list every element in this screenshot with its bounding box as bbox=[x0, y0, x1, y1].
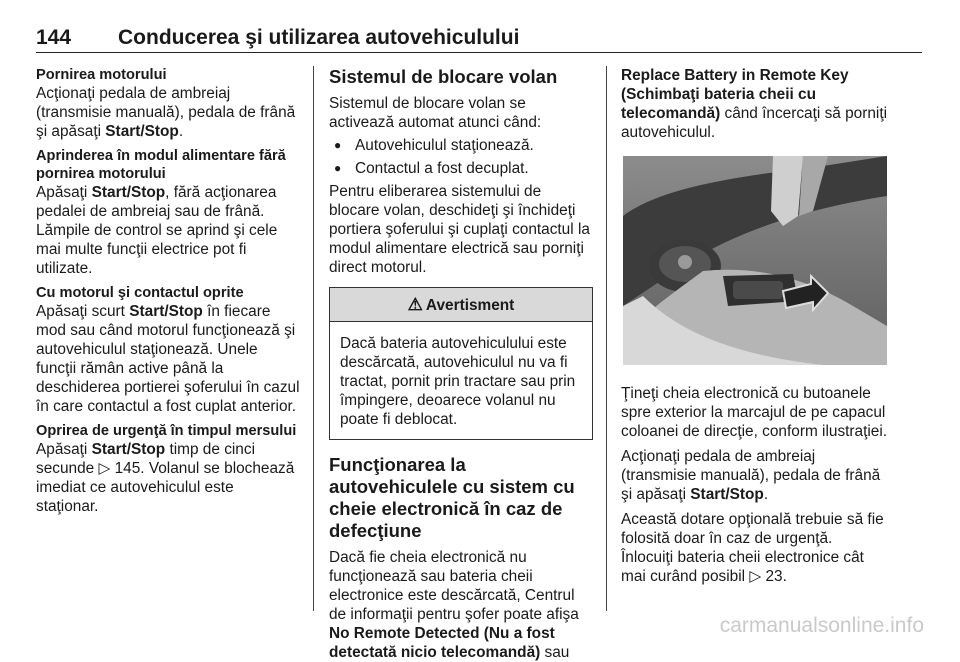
running-title: Conducerea şi utilizarea autovehiculului bbox=[118, 26, 520, 49]
list-item: ● Contactul a fost decuplat. bbox=[329, 159, 593, 178]
page-reference-arrow-icon: ▷ bbox=[98, 460, 111, 477]
page-number: 144 bbox=[36, 26, 72, 49]
paragraph-key-failure: Dacă fie cheia electronică nu funcţionează sau bateria cheii electronice este descărcată, Centrul de informaţii pentru şofer poate afişa No Remote Detected (Nu a fost detectată nicio telecomandă) sau bbox=[329, 549, 579, 661]
paragraph-engine-off: Apăsaţi scurt Start/Stop în fiecare mod sau când motorul funcţionează şi autovehiculul staţionează. Unele funcţii rămân active până la deschiderea portierei şoferului în cazul în care contactul a fost cuplat anterior. bbox=[36, 303, 300, 415]
page-header bbox=[36, 26, 922, 53]
column-divider bbox=[606, 66, 607, 611]
paragraph-replace-soon: Înlocuiţi bateria cheii electronice cât mai curând posibil ▷ 23. bbox=[621, 549, 864, 585]
section-heading-steering-lock: Sistemul de blocare volan bbox=[329, 66, 558, 87]
list-item: ● Autovehiculul staţionează. bbox=[329, 136, 593, 155]
paragraph-steering-intro: Sistemul de blocare volan se activează automat atunci când: bbox=[329, 95, 542, 131]
warning-triangle-icon: ⚠ bbox=[407, 295, 423, 314]
subheading-engine-off: Cu motorul şi contactul oprite bbox=[36, 285, 244, 301]
section-heading-key-failure: Funcţionarea la autovehiculele cu sistem cu cheie electronică în caz de defecţiune bbox=[329, 454, 575, 541]
paragraph-replace-battery: Replace Battery in Remote Key (Schimbaţi bateria cheii cu telecomandă) când încercaţi să porniţi autovehiculul. bbox=[621, 67, 888, 141]
paragraph-accessory-mode: Apăsaţi Start/Stop, fără acţionarea pedalei de ambreiaj sau de frână. Lămpile de control se aprind şi cele mai multe funcţii electrice pot fi utilizate. bbox=[36, 184, 278, 277]
warning-header bbox=[330, 288, 592, 322]
paragraph-hold-key: Ţineţi cheia electronică cu butoanele spre exterior la marcajul de pe capacul coloanei de direcţie, conform ilustraţiei. bbox=[621, 385, 888, 440]
paragraph-engine-start: Acţionaţi pedala de ambreiaj (transmisie manuală), pedala de frână şi apăsaţi Start/Stop. bbox=[36, 85, 296, 140]
warning-box bbox=[329, 287, 593, 440]
page-reference-link[interactable]: 145 bbox=[114, 460, 141, 477]
subheading-emergency-stop: Oprirea de urgenţă în timpul mersului bbox=[36, 423, 297, 439]
paragraph-press-start: Acţionaţi pedala de ambreiaj (transmisie manuală), pedala de frână şi apăsaţi Start/Stop. bbox=[621, 448, 881, 503]
warning-text: Dacă bateria autovehiculului este descărcată, autovehiculul nu va fi tractat, pornit prin tractare sau prin împingere, deoarece volanul nu poate fi deblocat. bbox=[340, 335, 576, 428]
paragraph-emergency-stop: Apăsaţi Start/Stop timp de cinci secunde ▷ 145. Volanul se blochează imediat ce autovehiculul este staţionar. bbox=[36, 441, 295, 515]
column-right bbox=[621, 66, 889, 586]
condition-list bbox=[329, 136, 593, 178]
column-middle bbox=[329, 66, 593, 662]
watermark: carmanualsonline.info bbox=[719, 614, 924, 637]
column-divider bbox=[313, 66, 314, 611]
paragraph-steering-release: Pentru eliberarea sistemului de blocare volan, deschideţi şi închideţi portiera şoferului şi cuplaţi contactul la modul alimentare electrică sau porniţi direct motorul. bbox=[329, 183, 590, 276]
page-reference-link[interactable]: 23 bbox=[765, 568, 783, 585]
subheading-engine-start: Pornirea motorului bbox=[36, 67, 167, 83]
paragraph-emergency-only: Această dotare opţională trebuie să fie folosită doar în caz de urgenţă. bbox=[621, 511, 884, 547]
page-reference-arrow-icon: ▷ bbox=[749, 568, 762, 585]
column-left bbox=[36, 66, 300, 516]
warning-title: Avertisment bbox=[425, 297, 515, 314]
subheading-accessory-mode: Aprinderea în modul alimentare fără pornirea motorului bbox=[36, 148, 286, 182]
steering-column-key-photo-icon bbox=[623, 156, 887, 365]
